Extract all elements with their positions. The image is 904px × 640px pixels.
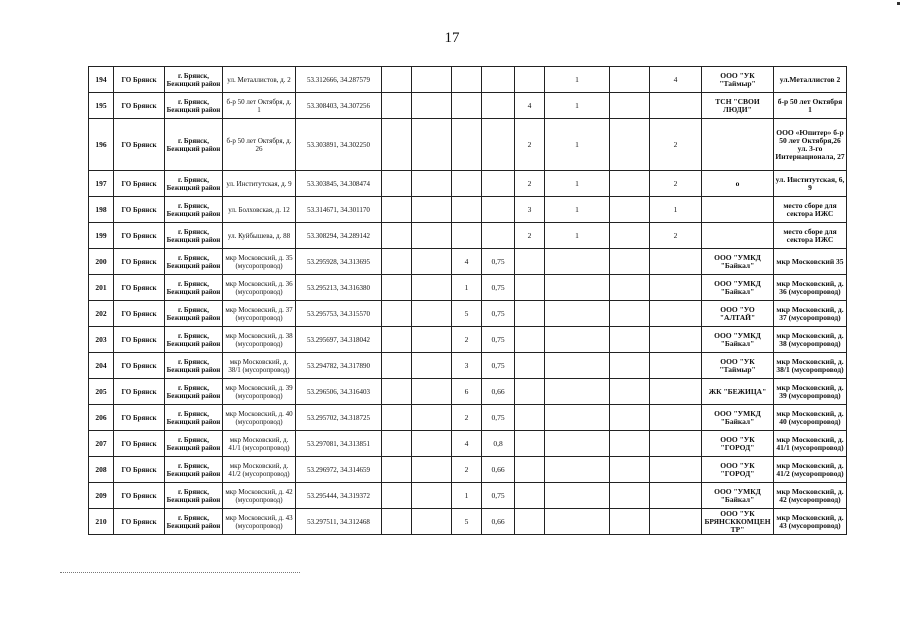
table-cell	[382, 197, 412, 223]
table-cell: г. Брянск, Бежицкий район	[165, 275, 223, 301]
table-cell	[412, 457, 452, 483]
table-cell	[650, 275, 702, 301]
corner-mark	[897, 2, 900, 5]
table-cell	[482, 171, 515, 197]
table-cell: ООО "УО "АЛТАЙ"	[702, 301, 774, 327]
table-cell	[412, 197, 452, 223]
table-cell: 53.312666, 34.287579	[296, 67, 382, 93]
table-cell: 0,66	[482, 379, 515, 405]
table-cell: 53.295928, 34.313695	[296, 249, 382, 275]
table-cell	[515, 405, 545, 431]
table-cell	[515, 327, 545, 353]
table-cell: ГО Брянск	[114, 483, 165, 509]
table-cell: г. Брянск, Бежицкий район	[165, 405, 223, 431]
table-cell: г. Брянск, Бежицкий район	[165, 249, 223, 275]
table-cell: ГО Брянск	[114, 67, 165, 93]
table-cell: 0,8	[482, 431, 515, 457]
table-cell	[545, 509, 610, 535]
table-cell: г. Брянск, Бежицкий район	[165, 379, 223, 405]
table-cell: ООО "УК "Таймыр"	[702, 67, 774, 93]
table-cell: ул. Болховская, д. 12	[223, 197, 296, 223]
table-cell: ООО "УК "ГОРОД"	[702, 431, 774, 457]
table-cell	[650, 457, 702, 483]
table-cell	[702, 119, 774, 171]
table-cell	[382, 93, 412, 119]
table-cell: мкр Московский, д. 38/1 (мусоропровод)	[774, 353, 847, 379]
table-row	[89, 405, 847, 431]
table-cell	[412, 379, 452, 405]
table-cell: 205	[89, 379, 114, 405]
table-cell	[412, 171, 452, 197]
table-cell: место сборе для сектора ИЖС	[774, 197, 847, 223]
table-cell: мкр Московский, д. 37 (мусоропровод)	[223, 301, 296, 327]
table-cell: ООО "УМКД "Байкал"	[702, 327, 774, 353]
table-cell	[545, 457, 610, 483]
table-cell: ГО Брянск	[114, 379, 165, 405]
table-cell: г. Брянск, Бежицкий район	[165, 197, 223, 223]
table-row	[89, 67, 847, 93]
table-cell: мкр Московский, д. 41/1 (мусоропровод)	[774, 431, 847, 457]
table-cell: ООО "УМКД "Байкал"	[702, 249, 774, 275]
table-cell	[412, 431, 452, 457]
table-row	[89, 353, 847, 379]
table-cell: б-р 50 лет Октября, д. 26	[223, 119, 296, 171]
table-cell: мкр Московский, д. 38/1 (мусоропровод)	[223, 353, 296, 379]
table-cell: 2	[650, 171, 702, 197]
table-cell	[482, 197, 515, 223]
table-cell: 2	[515, 171, 545, 197]
table-cell: ГО Брянск	[114, 457, 165, 483]
table-cell: 196	[89, 119, 114, 171]
table-cell	[382, 457, 412, 483]
table-cell	[650, 483, 702, 509]
table-cell: место сборе для сектора ИЖС	[774, 223, 847, 249]
table-cell	[515, 431, 545, 457]
table-row	[89, 379, 847, 405]
table-cell	[412, 119, 452, 171]
table-cell	[382, 327, 412, 353]
table-cell: мкр Московский, д. 41/2 (мусоропровод)	[774, 457, 847, 483]
table-cell: ул. Металлистов, д. 2	[223, 67, 296, 93]
table-cell	[412, 405, 452, 431]
table-cell	[610, 249, 650, 275]
table-cell	[650, 249, 702, 275]
table-cell: ООО "УМКД "Байкал"	[702, 483, 774, 509]
table-cell: ул. Институтская, 6, 9	[774, 171, 847, 197]
table-cell: б-р 50 лет Октября, д. 1	[223, 93, 296, 119]
table-row	[89, 457, 847, 483]
table-cell	[482, 93, 515, 119]
table-cell: 53.295753, 34.315570	[296, 301, 382, 327]
table-cell: 0,75	[482, 327, 515, 353]
table-cell: 194	[89, 67, 114, 93]
table-cell: ООО "УМКД "Байкал"	[702, 405, 774, 431]
table-cell: 199	[89, 223, 114, 249]
table-cell: мкр Московский, д. 40 (мусоропровод)	[774, 405, 847, 431]
table-cell	[382, 249, 412, 275]
table-cell: 53.296972, 34.314659	[296, 457, 382, 483]
table-cell: ул. Куйбышева, д. 88	[223, 223, 296, 249]
table-row	[89, 197, 847, 223]
table-cell	[412, 509, 452, 535]
table-cell	[412, 93, 452, 119]
table-row	[89, 301, 847, 327]
table-cell: 53.297511, 34.312468	[296, 509, 382, 535]
table-cell: г. Брянск, Бежицкий район	[165, 93, 223, 119]
table-cell	[515, 457, 545, 483]
table-cell: 1	[545, 119, 610, 171]
table-cell: мкр Московский 35	[774, 249, 847, 275]
table-cell	[610, 223, 650, 249]
table-cell	[610, 119, 650, 171]
table-cell: 0,75	[482, 275, 515, 301]
table-cell: мкр Московский, д. 36 (мусоропровод)	[774, 275, 847, 301]
table-row	[89, 509, 847, 535]
table-cell	[702, 197, 774, 223]
table-cell: г. Брянск, Бежицкий район	[165, 119, 223, 171]
table-cell: 1	[452, 275, 482, 301]
table-cell: мкр Московский, д. 37 (мусоропровод)	[774, 301, 847, 327]
table-cell	[515, 483, 545, 509]
table-cell	[382, 223, 412, 249]
table-cell	[650, 301, 702, 327]
table-cell	[412, 327, 452, 353]
table-cell: ул. Институтская, д. 9	[223, 171, 296, 197]
table-cell: мкр Московский, д. 40 (мусоропровод)	[223, 405, 296, 431]
table-cell: мкр Московский, д. 39 (мусоропровод)	[223, 379, 296, 405]
table-cell: г. Брянск, Бежицкий район	[165, 431, 223, 457]
table-cell: ГО Брянск	[114, 119, 165, 171]
table-cell: 2	[515, 119, 545, 171]
table-cell: г. Брянск, Бежицкий район	[165, 327, 223, 353]
table-cell	[610, 509, 650, 535]
table-cell: ГО Брянск	[114, 223, 165, 249]
table-cell	[650, 379, 702, 405]
table-cell: 53.294782, 34.317890	[296, 353, 382, 379]
table-row	[89, 249, 847, 275]
table-cell: мкр Московский, д. 39 (мусоропровод)	[774, 379, 847, 405]
table-cell: мкр Московский, д. 35 (мусоропровод)	[223, 249, 296, 275]
table-cell	[545, 483, 610, 509]
table-cell: 4	[515, 93, 545, 119]
table-cell: ГО Брянск	[114, 353, 165, 379]
table-cell: 5	[452, 509, 482, 535]
table-cell	[452, 67, 482, 93]
table-cell: мкр Московский, д. 42 (мусоропровод)	[223, 483, 296, 509]
table-cell: 53.295444, 34.319372	[296, 483, 382, 509]
table-cell: 0,75	[482, 483, 515, 509]
table-cell: 53.295697, 34.318042	[296, 327, 382, 353]
table-cell: 2	[650, 223, 702, 249]
registry-table	[88, 66, 847, 535]
table-cell	[610, 275, 650, 301]
table-cell: ул.Металлистов 2	[774, 67, 847, 93]
table-cell: 208	[89, 457, 114, 483]
table-cell	[515, 353, 545, 379]
table-cell: 1	[545, 171, 610, 197]
table-cell	[412, 249, 452, 275]
table-cell	[650, 405, 702, 431]
table-cell	[610, 405, 650, 431]
table-cell: 209	[89, 483, 114, 509]
table-cell: 204	[89, 353, 114, 379]
table-cell: 53.308294, 34.289142	[296, 223, 382, 249]
page-number: 17	[444, 30, 460, 46]
table-cell: 3	[515, 197, 545, 223]
table-cell: 6	[452, 379, 482, 405]
table-row	[89, 223, 847, 249]
table-cell: ГО Брянск	[114, 275, 165, 301]
table-cell: 1	[545, 223, 610, 249]
table-cell	[650, 509, 702, 535]
table-cell	[545, 431, 610, 457]
table-cell: 202	[89, 301, 114, 327]
table-cell	[610, 67, 650, 93]
table-row	[89, 93, 847, 119]
table-cell	[650, 327, 702, 353]
table-row	[89, 431, 847, 457]
table-cell: мкр Московский, д. 41/2 (мусоропровод)	[223, 457, 296, 483]
table-cell: 2	[452, 327, 482, 353]
table-cell	[412, 223, 452, 249]
table-cell: 4	[452, 431, 482, 457]
table-cell: 198	[89, 197, 114, 223]
table-cell: 1	[452, 483, 482, 509]
table-cell: б-р 50 лет Октября 1	[774, 93, 847, 119]
table-cell: ГО Брянск	[114, 171, 165, 197]
table-cell	[382, 275, 412, 301]
table-cell	[610, 327, 650, 353]
table-row	[89, 327, 847, 353]
table-cell	[382, 353, 412, 379]
table-cell: 4	[452, 249, 482, 275]
table-cell: мкр Московский, д. 41/1 (мусоропровод)	[223, 431, 296, 457]
table-cell	[545, 327, 610, 353]
table-cell: ООО «Юпитер» б-р 50 лет Октября,26 ул. 3-го Интернационала, 27	[774, 119, 847, 171]
table-cell: ТСН "СВОИ ЛЮДИ"	[702, 93, 774, 119]
table-cell: ООО "УМКД "Байкал"	[702, 275, 774, 301]
table-cell: 2	[515, 223, 545, 249]
table-cell	[452, 223, 482, 249]
table-cell	[610, 197, 650, 223]
table-cell	[412, 483, 452, 509]
table-cell: о	[702, 171, 774, 197]
table-cell: г. Брянск, Бежицкий район	[165, 223, 223, 249]
table-cell: мкр Московский, д. 38 (мусоропровод)	[223, 327, 296, 353]
table-cell	[412, 67, 452, 93]
table-cell: 0,75	[482, 405, 515, 431]
table-cell: мкр Московский, д. 38 (мусоропровод)	[774, 327, 847, 353]
table-cell	[515, 275, 545, 301]
table-cell: ГО Брянск	[114, 93, 165, 119]
table-cell: ООО "УК "Таймыр"	[702, 353, 774, 379]
table-cell: 0,75	[482, 301, 515, 327]
table-cell: ГО Брянск	[114, 431, 165, 457]
table-cell: г. Брянск, Бежицкий район	[165, 353, 223, 379]
table-cell	[452, 197, 482, 223]
table-cell: 1	[545, 67, 610, 93]
table-cell	[482, 67, 515, 93]
table-cell: 200	[89, 249, 114, 275]
table-cell	[412, 301, 452, 327]
table-cell: 53.303891, 34.302250	[296, 119, 382, 171]
table-cell	[610, 171, 650, 197]
table-cell	[610, 483, 650, 509]
table-cell	[610, 457, 650, 483]
table-cell: 53.303845, 34.308474	[296, 171, 382, 197]
table-cell: мкр Московский, д. 42 (мусоропровод)	[774, 483, 847, 509]
table-cell: 0,66	[482, 457, 515, 483]
table-cell	[545, 301, 610, 327]
table-cell: 207	[89, 431, 114, 457]
table-cell	[702, 223, 774, 249]
table-cell: 0,75	[482, 353, 515, 379]
table-cell: 53.314671, 34.301170	[296, 197, 382, 223]
table-cell	[515, 379, 545, 405]
table-cell	[482, 119, 515, 171]
table-cell	[452, 119, 482, 171]
table-cell	[545, 353, 610, 379]
table-cell	[545, 249, 610, 275]
table-cell: 53.295702, 34.318725	[296, 405, 382, 431]
table-cell	[382, 171, 412, 197]
table-cell: ООО "УК "ГОРОД"	[702, 457, 774, 483]
table-cell: 53.296506, 34.316403	[296, 379, 382, 405]
table-cell: 1	[650, 197, 702, 223]
table-cell: г. Брянск, Бежицкий район	[165, 457, 223, 483]
table-cell: 1	[545, 197, 610, 223]
table-cell: ЖК "БЕЖИЦА"	[702, 379, 774, 405]
table-cell	[545, 275, 610, 301]
table-cell: 206	[89, 405, 114, 431]
table-cell	[515, 509, 545, 535]
table-cell	[382, 301, 412, 327]
table-cell: мкр Московский, д. 43 (мусоропровод)	[774, 509, 847, 535]
table-cell: ГО Брянск	[114, 327, 165, 353]
table-cell	[382, 483, 412, 509]
table-cell: 201	[89, 275, 114, 301]
table-row	[89, 483, 847, 509]
table-cell: 2	[650, 119, 702, 171]
table-cell: г. Брянск, Бежицкий район	[165, 301, 223, 327]
table-cell	[610, 353, 650, 379]
table-cell	[515, 249, 545, 275]
table-cell	[412, 353, 452, 379]
table-cell: ГО Брянск	[114, 405, 165, 431]
table-row	[89, 119, 847, 171]
table-cell: 53.308403, 34.307256	[296, 93, 382, 119]
table-cell: 3	[452, 353, 482, 379]
table-cell: мкр Московский, д. 43 (мусоропровод)	[223, 509, 296, 535]
table-cell	[412, 275, 452, 301]
table-cell	[610, 379, 650, 405]
table-cell: ГО Брянск	[114, 197, 165, 223]
table-cell: 53.297081, 34.313851	[296, 431, 382, 457]
table-cell: ГО Брянск	[114, 509, 165, 535]
table-cell: 0,66	[482, 509, 515, 535]
table-cell: ГО Брянск	[114, 249, 165, 275]
table-cell: 2	[452, 405, 482, 431]
table-cell	[610, 431, 650, 457]
table-row	[89, 275, 847, 301]
table-cell	[650, 353, 702, 379]
footer-dotted-line	[60, 572, 300, 575]
table-cell: г. Брянск, Бежицкий район	[165, 483, 223, 509]
table-cell	[515, 301, 545, 327]
table-cell: г. Брянск, Бежицкий район	[165, 67, 223, 93]
table-cell	[382, 119, 412, 171]
table-cell	[452, 171, 482, 197]
table-cell: 1	[545, 93, 610, 119]
table-cell: г. Брянск, Бежицкий район	[165, 509, 223, 535]
table-cell: г. Брянск, Бежицкий район	[165, 171, 223, 197]
table-cell	[382, 431, 412, 457]
table-cell: 5	[452, 301, 482, 327]
table-cell	[382, 509, 412, 535]
table-cell: 0,75	[482, 249, 515, 275]
table-cell	[382, 405, 412, 431]
table-cell	[610, 93, 650, 119]
table-cell: мкр Московский, д. 36 (мусоропровод)	[223, 275, 296, 301]
table-cell: 195	[89, 93, 114, 119]
table-cell: 2	[452, 457, 482, 483]
table-cell: 210	[89, 509, 114, 535]
table-cell: 53.295213, 34.316380	[296, 275, 382, 301]
table-cell	[382, 67, 412, 93]
table-cell: 197	[89, 171, 114, 197]
table-cell: ООО "УК БРЯНСККОМЦЕНТР"	[702, 509, 774, 535]
table-cell: ГО Брянск	[114, 301, 165, 327]
table-cell	[482, 223, 515, 249]
table-cell: 203	[89, 327, 114, 353]
table-cell	[452, 93, 482, 119]
table-cell	[515, 67, 545, 93]
table-cell	[610, 301, 650, 327]
table-cell	[382, 379, 412, 405]
table-cell	[545, 405, 610, 431]
table-cell	[545, 379, 610, 405]
table-cell: 4	[650, 67, 702, 93]
table-cell	[650, 93, 702, 119]
table-cell	[650, 431, 702, 457]
table-row	[89, 171, 847, 197]
